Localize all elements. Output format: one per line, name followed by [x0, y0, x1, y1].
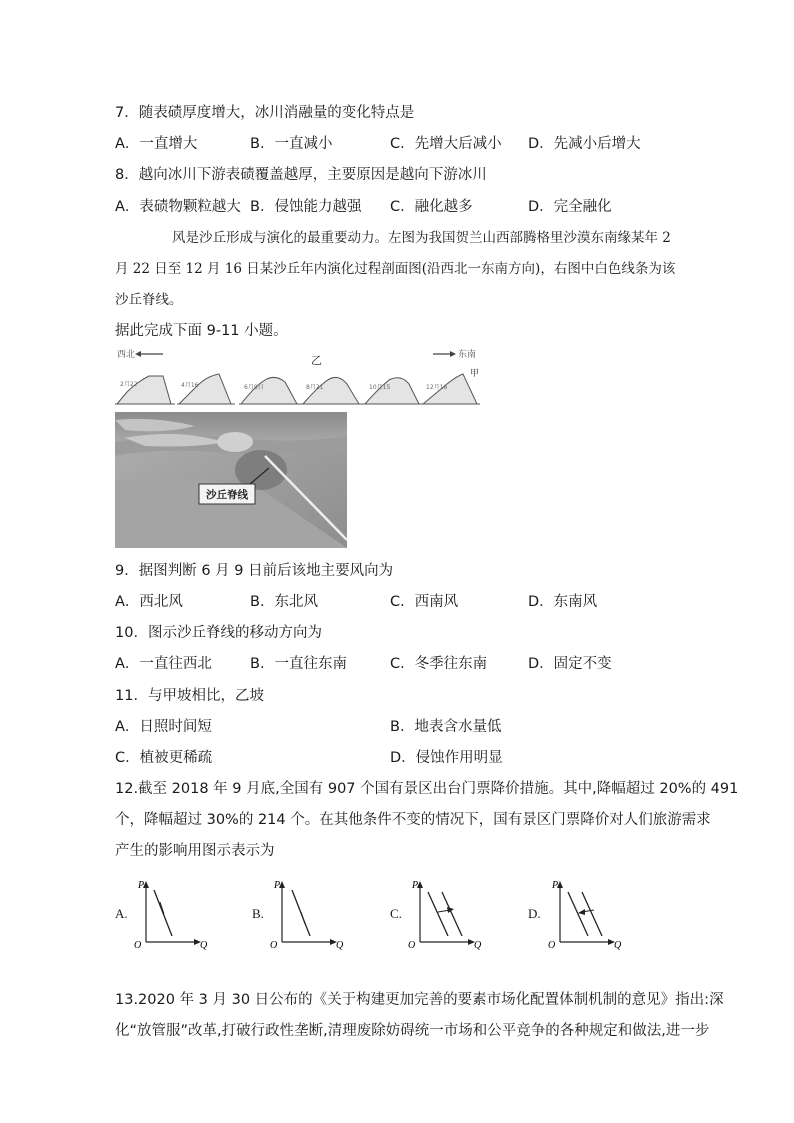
passage-line-3: 沙丘脊线。 [115, 292, 183, 308]
graph-label-c: C. [390, 906, 402, 921]
q12-line-2: 个，降幅超过 30%的 214 个。在其他条件不变的情况下，国有景区门票降价对人们旅游需求 [115, 812, 711, 828]
profile-4 [301, 377, 363, 404]
photo-label: 沙丘脊线 [206, 489, 248, 501]
svg-text:Q: Q [336, 940, 344, 950]
q10-option-b: B．一直往东南 [250, 656, 347, 672]
svg-text:Q: Q [200, 940, 208, 950]
mark-yi: 乙 [311, 354, 322, 367]
q10-option-a: A．一直往西北 [115, 656, 212, 672]
svg-text:O: O [270, 940, 278, 950]
q7-stem: 7．随表碛厚度增大，冰川消融量的变化特点是 [115, 105, 415, 121]
profile-label-2: 4月16 [181, 382, 199, 389]
q10-option-c: C．冬季往东南 [390, 656, 488, 672]
graph-label-d: D. [528, 906, 541, 921]
svg-text:P: P [274, 880, 281, 891]
q8-option-c: C．融化越多 [390, 199, 473, 215]
q12-line-3: 产生的影响用图示表示为 [115, 843, 275, 859]
q7-option-a: A．一直增大 [115, 136, 198, 152]
q9-stem: 9．据图判断 6 月 9 日前后该地主要风向为 [115, 563, 394, 579]
q11-stem: 11．与甲坡相比，乙坡 [115, 688, 264, 704]
svg-text:P: P [138, 880, 145, 891]
q8-option-b: B．侵蚀能力越强 [250, 199, 362, 215]
profile-3 [239, 377, 301, 404]
mark-jia: 甲 [470, 369, 480, 379]
svg-text:P: P [552, 880, 559, 891]
svg-text:O: O [548, 940, 556, 950]
q7-option-c: C．先增大后减小 [390, 136, 502, 152]
q11-option-b: B．地表含水量低 [390, 719, 502, 735]
q8-stem: 8．越向冰川下游表碛覆盖越厚，主要原因是越向下游冰川 [115, 167, 487, 183]
profile-label-5: 10月15 [369, 384, 391, 391]
svg-text:O: O [134, 940, 142, 950]
profile-label-4: 8月21 [306, 384, 324, 391]
q7-option-d: D．先减小后增大 [528, 136, 641, 152]
graph-label-a: A. [115, 906, 128, 921]
q12-line-1: 12.截至 2018 年 9 月底,全国有 907 个国有景区出台门票降价措施。其中,降幅超过 20%的 491 [115, 781, 739, 797]
graph-b [268, 878, 360, 950]
graph-c [406, 878, 498, 950]
q9-option-c: C．西南风 [390, 594, 459, 610]
instruction: 据此完成下面 9-11 小题。 [115, 323, 288, 339]
profile-2 [177, 374, 235, 404]
profile-label-1: 2月22 [120, 381, 138, 388]
q11-option-a: A．日照时间短 [115, 719, 212, 735]
q13-line-2: 化“放管服”改革,打破行政性垄断,清理废除妨碍统一市场和公平竞争的各种规定和做法,进一步 [115, 1023, 710, 1039]
profile-5 [363, 378, 423, 404]
profile-label-3: 6月9日 [244, 384, 264, 391]
graph-label-b: B. [252, 906, 264, 921]
svg-text:Q: Q [474, 940, 482, 950]
q10-stem: 10．图示沙丘脊线的移动方向为 [115, 625, 322, 641]
profile-1 [115, 376, 175, 404]
dune-profile-figure [115, 346, 480, 408]
q13-line-1: 13.2020 年 3 月 30 日公布的《关于构建更加完善的要素市场化配置体制机制的意见》指出:深 [115, 992, 724, 1008]
svg-text:O: O [408, 940, 416, 950]
passage-line-1: 风是沙丘形成与演化的最重要动力。左图为我国贺兰山西部腾格里沙漠东南缘某年 2 [172, 230, 671, 246]
direction-southeast: 东南 [458, 350, 477, 360]
q9-option-b: B．东北风 [250, 594, 318, 610]
q9-option-d: D．东南风 [528, 594, 598, 610]
graph-d [546, 878, 638, 950]
svg-text:Q: Q [614, 940, 622, 950]
svg-text:P: P [412, 880, 419, 891]
q11-option-c: C．植被更稀疏 [115, 750, 213, 766]
q8-option-a: A．表碛物颗粒越大 [115, 199, 241, 215]
dune-ridge-photo [115, 412, 347, 548]
graph-a [132, 878, 224, 950]
q9-option-a: A．西北风 [115, 594, 183, 610]
q10-option-d: D．固定不变 [528, 656, 612, 672]
q11-option-d: D．侵蚀作用明显 [390, 750, 503, 766]
q7-option-b: B．一直减小 [250, 136, 333, 152]
direction-northwest: 西北 [117, 350, 136, 360]
q8-option-d: D．完全融化 [528, 199, 612, 215]
profile-label-6: 12月16 [426, 384, 448, 391]
passage-line-2: 月 22 日至 12 月 16 日某沙丘年内演化过程剖面图(沿西北一东南方向)，右图中白色线条为该 [115, 261, 676, 277]
